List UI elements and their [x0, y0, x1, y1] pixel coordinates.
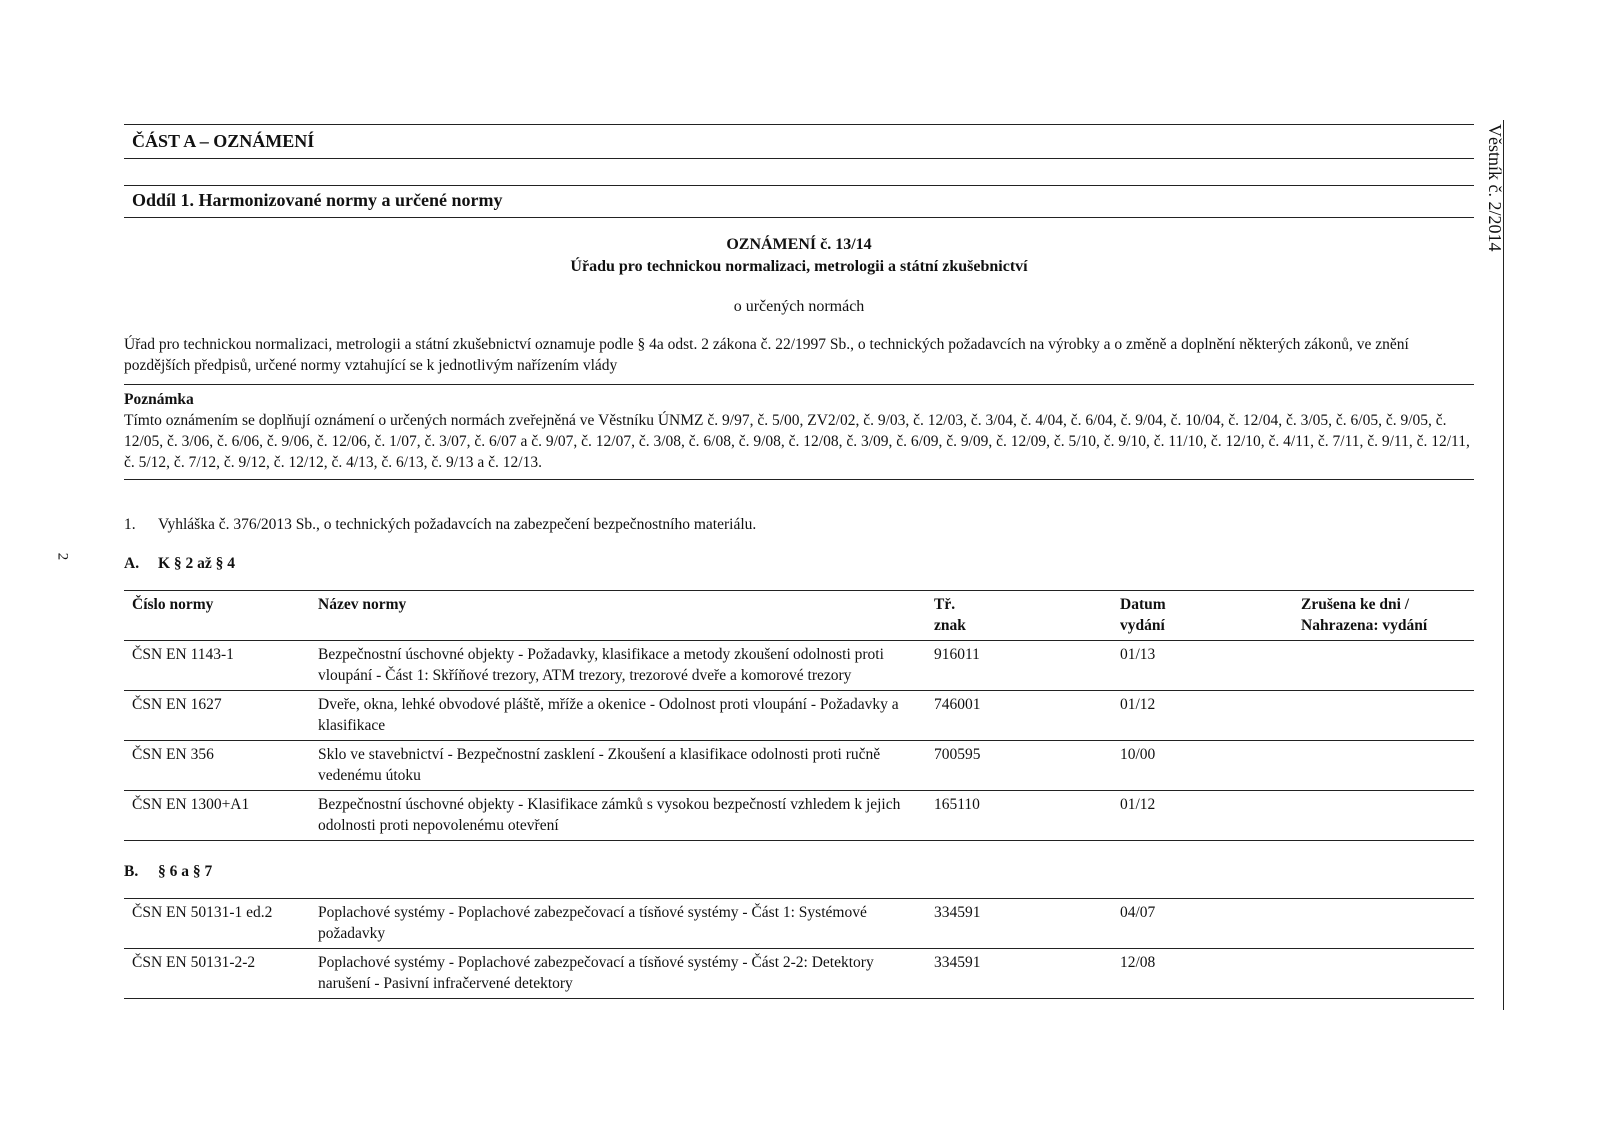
standard-class: 165110	[926, 791, 1112, 841]
part-title: ČÁST A – OZNÁMENÍ	[132, 131, 315, 151]
table-row	[124, 641, 1474, 691]
standard-name: Sklo ve stavebnictví - Bezpečnostní zasklení - Zkoušení a klasifikace odolnosti proti ručně vedenému útoku	[310, 741, 926, 791]
part-a-letter: A.	[124, 555, 140, 572]
header-date: Datum vydání	[1112, 591, 1293, 641]
table-row	[124, 899, 1474, 949]
standards-table-b	[124, 898, 1474, 999]
side-rule	[1503, 120, 1504, 1010]
header-cancelled: Zrušena ke dni / Nahrazena: vydání	[1293, 591, 1474, 641]
standard-cancelled	[1293, 691, 1474, 741]
standard-cancelled	[1293, 899, 1474, 949]
table-row	[124, 741, 1474, 791]
standard-class: 916011	[926, 641, 1112, 691]
table-row	[124, 949, 1474, 999]
header-name: Název normy	[310, 591, 926, 641]
part-b-letter: B.	[124, 863, 139, 880]
standard-class: 334591	[926, 949, 1112, 999]
announcement-title: OZNÁMENÍ č. 13/14	[726, 236, 872, 253]
announcement-intro: Úřad pro technickou normalizaci, metrologii a státní zkušebnictví oznamuje podle § 4a odst. 2 zákona č. 22/1997 Sb., o technických požadavcích na výrobky a o změně a doplnění některých zákonů, ve znění pozdějších předpisů, určené normy vztahující se k jednotlivým nařízením vlády	[124, 336, 1409, 374]
standard-date: 01/12	[1112, 691, 1293, 741]
standard-cancelled	[1293, 641, 1474, 691]
standard-number: ČSN EN 1143-1	[124, 641, 310, 691]
standard-number: ČSN EN 50131-2-2	[124, 949, 310, 999]
standard-class: 746001	[926, 691, 1112, 741]
standard-class: 334591	[926, 899, 1112, 949]
section-bottom-rule	[124, 217, 1474, 218]
part-b-heading	[124, 861, 1474, 882]
standard-date: 01/12	[1112, 791, 1293, 841]
regulation-text: Vyhláška č. 376/2013 Sb., o technických požadavcích na zabezpečení bezpečnostního materiálu.	[158, 516, 757, 533]
part-b-title: § 6 a § 7	[158, 863, 213, 880]
section-title: Oddíl 1. Harmonizované normy a určené normy	[132, 190, 503, 210]
standard-number: ČSN EN 1300+A1	[124, 791, 310, 841]
standard-name: Bezpečnostní úschovné objekty - Požadavky, klasifikace a metody zkoušení odolnosti proti vloupání - Část 1: Skříňové trezory, ATM trezory, trezorové dveře a komorové trezory	[310, 641, 926, 691]
standard-name: Poplachové systémy - Poplachové zabezpečovací a tísňové systémy - Část 1: Systémové požadavky	[310, 899, 926, 949]
standard-date: 01/13	[1112, 641, 1293, 691]
standard-name: Bezpečnostní úschovné objekty - Klasifikace zámků s vysokou bezpečností vzhledem k jejich odolnosti proti nepovolenému otevření	[310, 791, 926, 841]
standard-name: Dveře, okna, lehké obvodové pláště, mříže a okenice - Odolnost proti vloupání - Požadavky a klasifikace	[310, 691, 926, 741]
page-number: 2	[54, 552, 71, 561]
table-header-row	[124, 591, 1474, 641]
regulation-number: 1.	[124, 516, 136, 533]
part-a-title: K § 2 až § 4	[158, 555, 236, 572]
regulation-line	[124, 514, 1474, 535]
header-class: Tř. znak	[926, 591, 1112, 641]
journal-issue-title: Věstník č. 2/2014	[1485, 124, 1505, 252]
standard-date: 04/07	[1112, 899, 1293, 949]
note-heading: Poznámka	[124, 391, 194, 408]
document-page	[124, 124, 1474, 999]
note-text: Tímto oznámením se doplňují oznámení o určených normách zveřejněná ve Věstníku ÚNMZ č. 9/97, č. 5/00, ZV2/02, č. 9/03, č. 12/03, č. 3/04, č. 4/04, č. 6/04, č. 9/04, č. 10/04, č. 12/04, č. 3/05, č. 6/05, č. 9/05, č. 12/05, č. 3/06, č. 6/06, č. 9/06, č. 12/06, č. 1/07, č. 3/07, č. 6/07 a č. 9/07, č. 12/07, č. 3/08, č. 6/08, č. 9/08, č. 12/08, č. 3/09, č. 6/09, č. 9/09, č. 12/09, č. 5/10, č. 9/10, č. 11/10, č. 12/10, č. 4/11, č. 7/11, č. 9/11, č. 12/11, č. 5/12, č. 7/12, č. 9/12, č. 12/12, č. 4/13, č. 6/13, č. 9/13 a č. 12/13.	[124, 412, 1470, 471]
table-row	[124, 791, 1474, 841]
standard-class: 700595	[926, 741, 1112, 791]
standard-number: ČSN EN 1627	[124, 691, 310, 741]
header-number: Číslo normy	[124, 591, 310, 641]
standard-number: ČSN EN 356	[124, 741, 310, 791]
part-a-heading	[124, 553, 1474, 574]
standards-table-a	[124, 590, 1474, 841]
standard-name: Poplachové systémy - Poplachové zabezpečovací a tísňové systémy - Část 2-2: Detektory narušení - Pasivní infračervené detektory	[310, 949, 926, 999]
announcement-issuer: Úřadu pro technickou normalizaci, metrologii a státní zkušebnictví	[570, 258, 1028, 275]
standard-cancelled	[1293, 741, 1474, 791]
standard-date: 10/00	[1112, 741, 1293, 791]
note-box	[124, 384, 1474, 480]
standard-number: ČSN EN 50131-1 ed.2	[124, 899, 310, 949]
table-row	[124, 691, 1474, 741]
standard-cancelled	[1293, 791, 1474, 841]
standard-date: 12/08	[1112, 949, 1293, 999]
standard-cancelled	[1293, 949, 1474, 999]
announcement-about: o určených normách	[733, 298, 865, 315]
